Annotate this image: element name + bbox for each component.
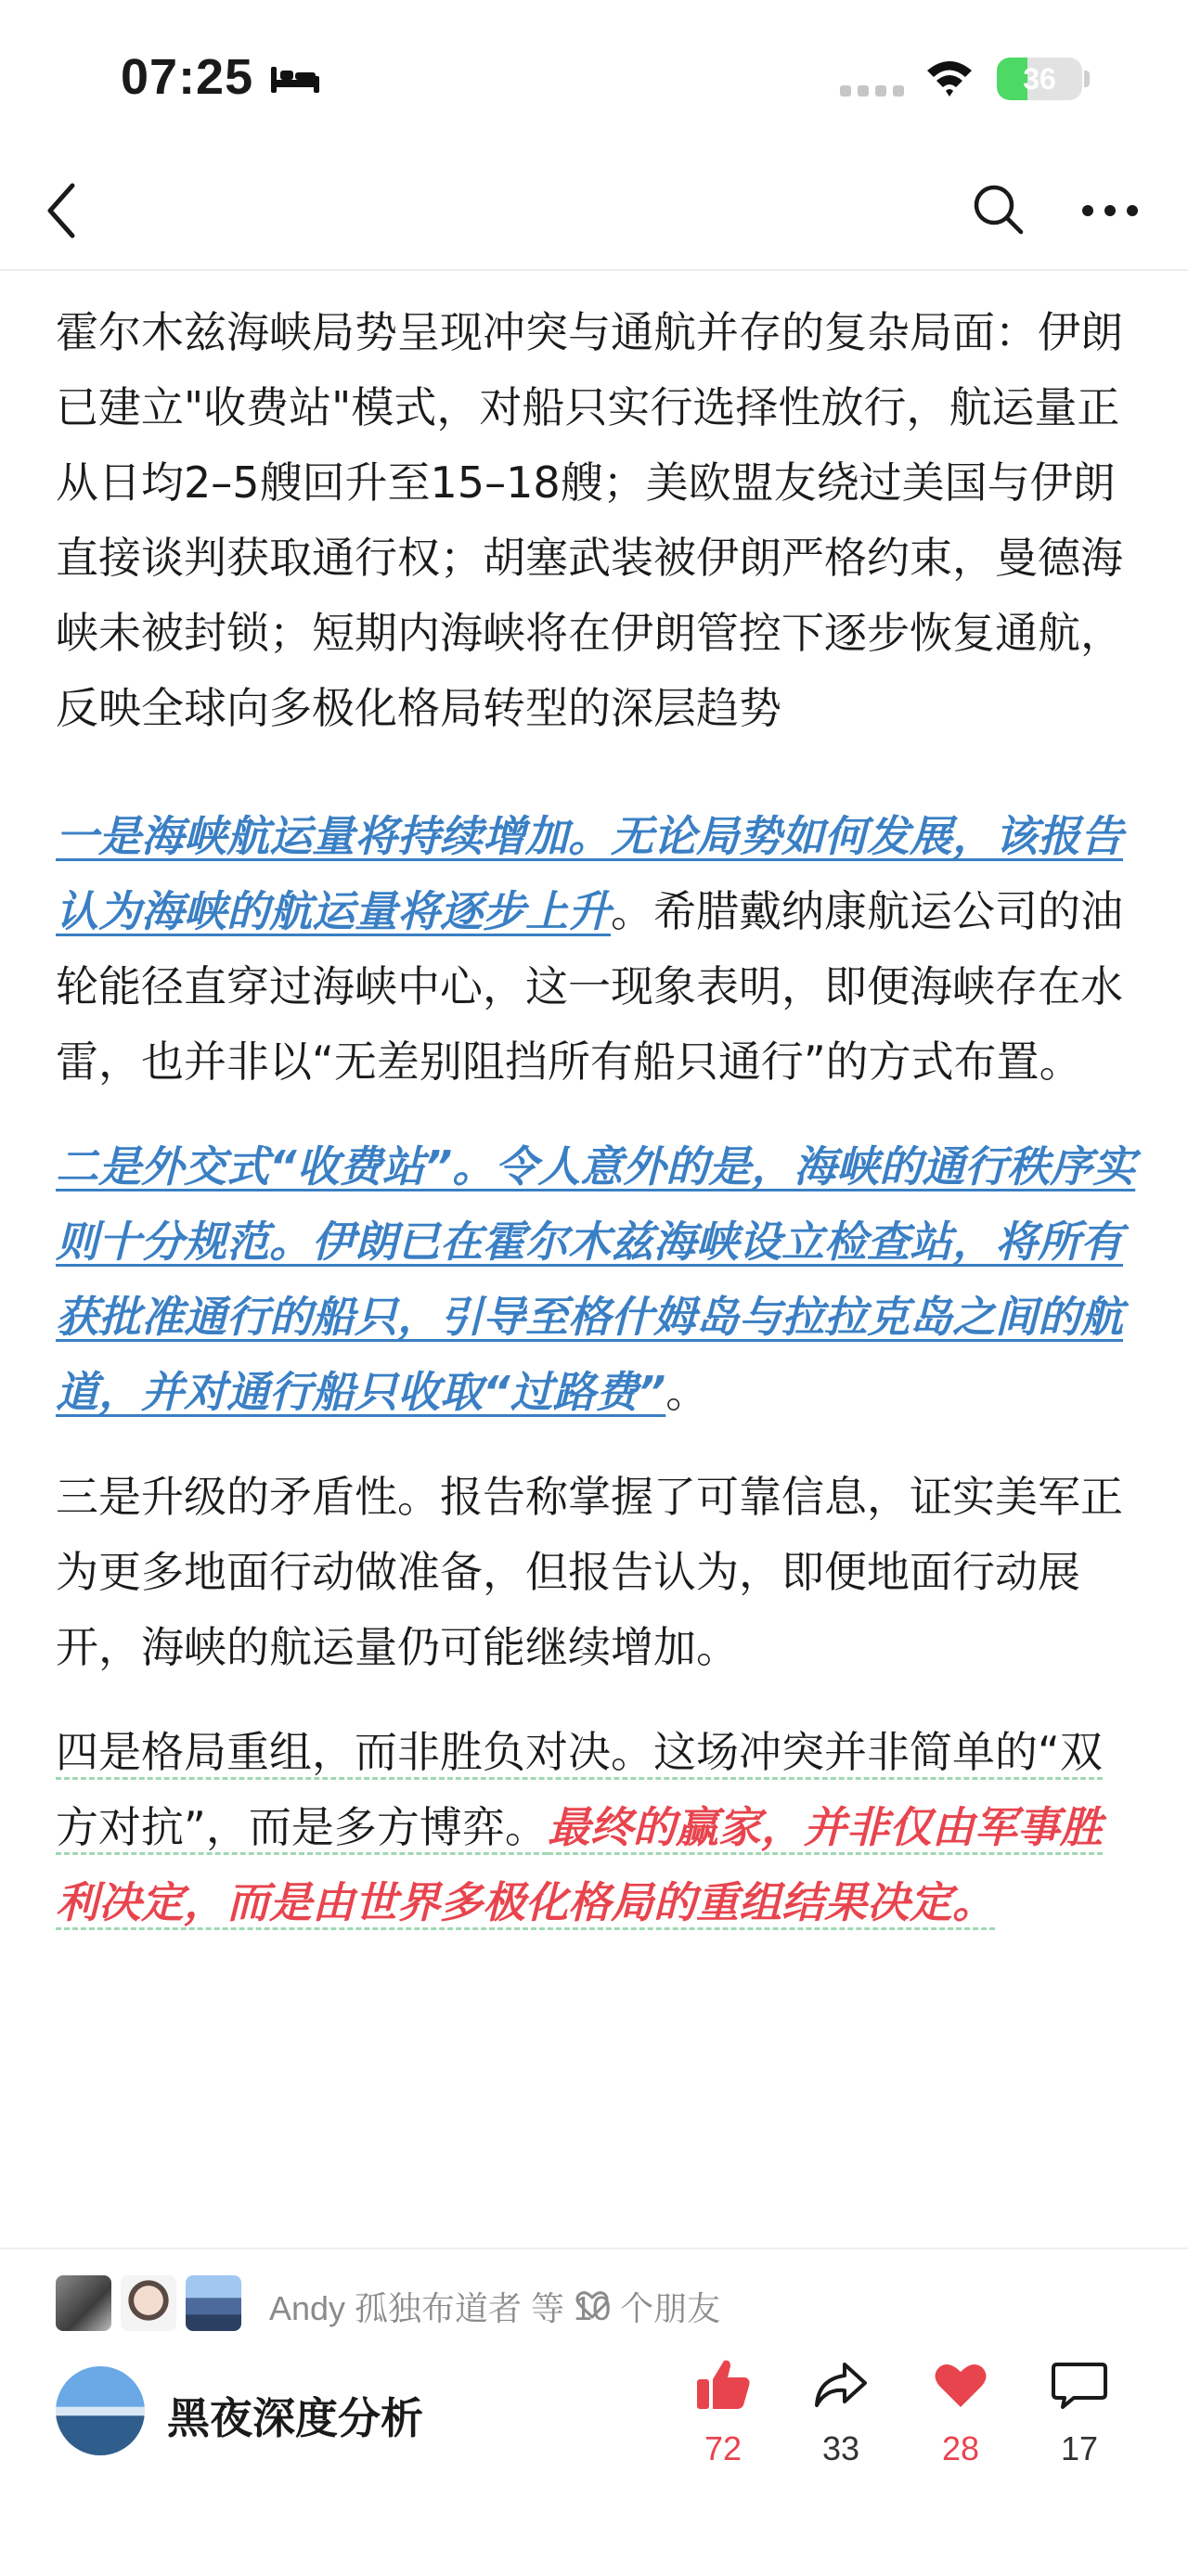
favorite-button[interactable] — [910, 2355, 1012, 2468]
share-arrow-icon — [811, 2355, 871, 2415]
cellular-signal-icon — [840, 82, 905, 97]
thumbs-up-icon — [693, 2355, 753, 2415]
highlight-link[interactable]: 二是外交式“收费站”。令人意外的是，海峡的通行秩序实则十分规范。伊朗已在霍尔木兹海峡设立检查站，将所有获批准通行的船只，引导至格什姆岛与拉拉克岛之间的航道，并对通行船只收取“过路费” — [56, 1141, 1136, 1417]
share-button[interactable] — [790, 2355, 892, 2468]
author-avatar[interactable] — [56, 2366, 145, 2455]
like-button[interactable] — [672, 2355, 774, 2468]
annotated-text[interactable]: 四是格局重组，而非胜负对决。这场冲突并非简单的“双方对抗”，而是多方博弈。 — [56, 1727, 1103, 1855]
comment-bubble-icon — [1050, 2355, 1109, 2415]
comment-button[interactable] — [1028, 2355, 1130, 2468]
battery-cap — [1084, 71, 1090, 87]
article-paragraph-4 — [56, 1715, 1142, 1940]
article-body — [56, 295, 1142, 2242]
status-bar — [0, 0, 1188, 158]
article-paragraph-summary: 霍尔木兹海峡局势呈现冲突与通航并存的复杂局面：伊朗已建立"收费站"模式，对船只实行选择性放行，航运量正从日均2–5艘回升至15–18艘；美欧盟友绕过美国与伊朗直接谈判获取通行权；胡塞武装被伊朗严格约束，曼德海峡未被封锁；短期内海峡将在伊朗管控下逐步恢复通航，反映全球向多极化格局转型的深层趋势 — [56, 307, 1123, 733]
article-paragraph-1 — [56, 799, 1142, 1100]
bottom-bar — [0, 2248, 1188, 2576]
share-count: 33 — [821, 2429, 860, 2467]
paragraph-text: 。 — [665, 1367, 709, 1417]
article-paragraph-2 — [56, 1129, 1142, 1430]
friend-avatar — [56, 2275, 111, 2331]
heart-outline-icon — [575, 2290, 609, 2320]
like-count: 72 — [704, 2429, 742, 2467]
search-icon[interactable] — [971, 182, 1027, 238]
paragraph-text: 。希腊戴纳康航运公司的油轮能径直穿过海峡中心，这一现象表明，即便海峡存在水雷，也并非以“无差别阻挡所有船只通行”的方式布置。 — [56, 886, 1123, 1087]
battery-indicator — [997, 58, 1082, 100]
favorite-count: 28 — [941, 2429, 980, 2467]
author-name[interactable]: 黑夜深度分析 — [167, 2393, 423, 2443]
battery-label: 36 — [1023, 62, 1056, 96]
friend-avatar — [186, 2275, 241, 2331]
more-icon[interactable] — [1080, 200, 1140, 221]
status-time: 07:25 — [121, 49, 254, 105]
wifi-icon — [923, 56, 975, 100]
article-paragraph-3: 三是升级的矛盾性。报告称掌握了可靠信息，证实美军正为更多地面行动做准备，但报告认为，即便地面行动展开，海峡的航运量仍可能继续增加。 — [56, 1472, 1123, 1672]
sleep-focus-icon — [271, 63, 319, 93]
nav-bar — [0, 158, 1188, 271]
friend-avatar — [121, 2275, 176, 2331]
back-icon[interactable] — [39, 178, 85, 243]
heart-icon — [931, 2355, 990, 2415]
friends-liked-text: Andy 孤独布道者 等 10 个朋友 — [269, 2289, 721, 2327]
highlight-link[interactable]: 一是海峡航运量将持续增加。无论局势如何发展，该报告认为海峡的航运量将逐步上升 — [56, 811, 1123, 936]
comment-count: 17 — [1060, 2429, 1099, 2467]
highlight-red-text[interactable]: 最终的赢家，并非仅由军事胜利决定，而是由世界多极化格局的重组结果决定。 — [56, 1802, 1103, 1930]
